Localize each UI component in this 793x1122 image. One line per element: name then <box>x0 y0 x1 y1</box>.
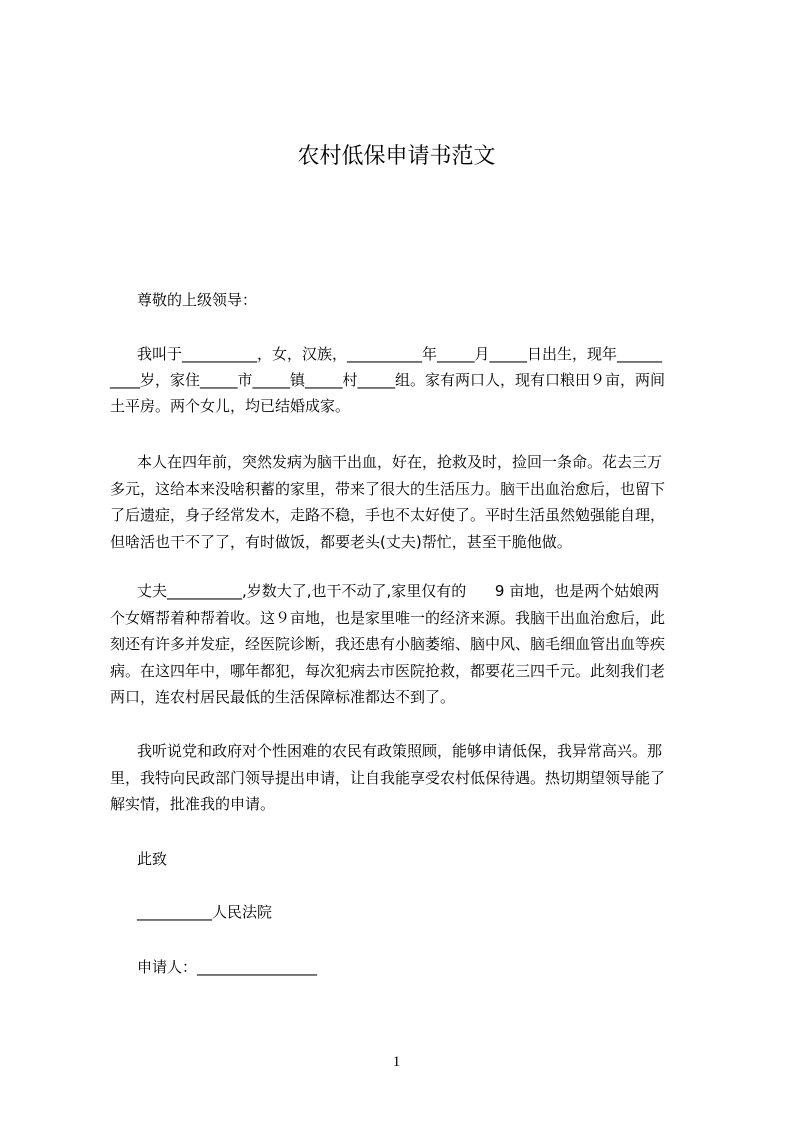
paragraph-family-line: 两口，连农村居民最低的生活保障标准都达不到了。 <box>110 688 456 706</box>
paragraph-illness-line: 但啥活也干不了了，有时做饭，都要老头(丈夫)帮忙，甚至干脆他做。 <box>110 533 572 551</box>
paragraph-illness-line: 多元，这给本来没啥积蓄的家里，带来了很大的生活压力。脑干出血治愈后，也留下 <box>110 480 666 498</box>
recipient-line: __________人民法院 <box>137 903 273 921</box>
paragraph-request-line: 里，我特向民政部门领导提出申请，让自我能享受农村低保待遇。热切期望领导能了 <box>110 769 666 787</box>
paragraph-illness-line: 了后遗症，身子经常发木，走路不稳，手也不太好使了。平时生活虽然勉强能自理， <box>110 506 666 524</box>
paragraph-request-line: 我听说党和政府对个性困难的农民有政策照顾，能够申请低保，我异常高兴。那 <box>137 742 663 760</box>
paragraph-family-line: 丈夫__________,岁数大了,也干不动了,家里仅有的 9 亩地，也是两个姑娘两 <box>137 582 660 600</box>
paragraph-illness-line: 本人在四年前，突然发病为脑干出血，好在，抢救及时，捡回一条命。花去三万 <box>137 453 663 471</box>
salutation: 尊敬的上级领导： <box>137 291 258 309</box>
paragraph-intro-line: 我叫于__________，女，汉族，__________年_____月_____日出生，现年______ <box>137 345 663 363</box>
paragraph-request-line: 解实情，批准我的申请。 <box>110 795 276 813</box>
paragraph-family-line: 刻还有许多并发症，经医院诊断，我还患有小脑萎缩、脑中风、脑毛细血管出血等疾 <box>110 635 666 653</box>
paragraph-intro-line: 土平房。两个女儿，均已结婚成家。 <box>110 397 351 415</box>
applicant-line: 申请人：________________ <box>137 958 318 976</box>
paragraph-family-line: 病。在这四年中，哪年都犯，每次犯病去市医院抢救，都要花三四千元。此刻我们老 <box>110 662 666 680</box>
paragraph-intro-line: ____岁，家住_____市_____镇_____村_____组。家有两口人，现有口粮田９亩，两间 <box>110 371 666 389</box>
page-number: 1 <box>392 1054 401 1070</box>
document-title: 农村低保申请书范文 <box>297 144 496 169</box>
closing: 此致 <box>137 850 168 868</box>
paragraph-family-line: 个女婿帮着种帮着收。这９亩地，也是家里唯一的经济来源。我脑干出血治愈后，此 <box>110 609 666 627</box>
